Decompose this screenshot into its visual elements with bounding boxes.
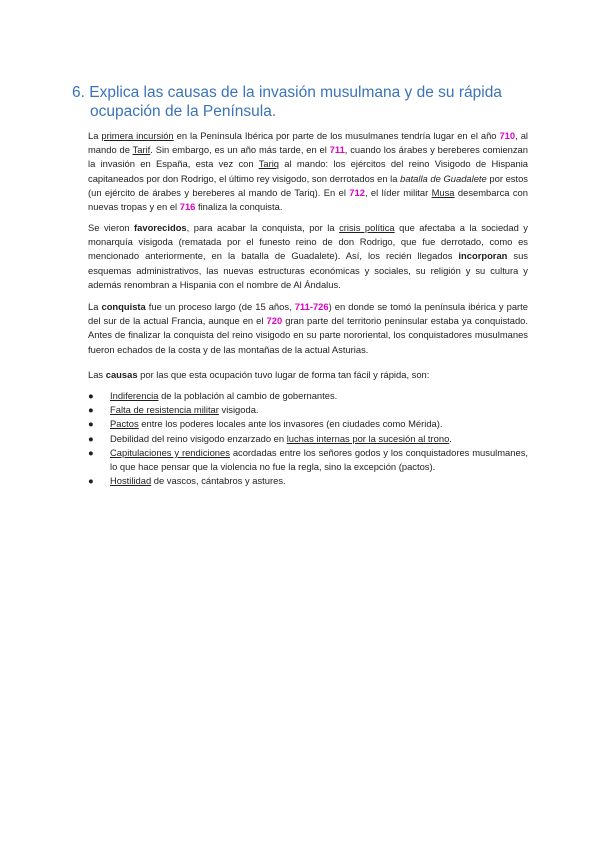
p1-year-712: 712 [349,186,365,198]
list-item-text: . [449,432,452,444]
list-item-underline: Indiferencia [110,390,159,401]
list-item [88,403,528,417]
list-item-underline: Capitulaciones y rendiciones [110,446,230,458]
list-item [88,474,528,488]
bullet-icon: ● [88,418,94,430]
p1-text: , el líder militar [364,186,432,198]
p3-year-720: 720 [266,315,283,327]
p1-text: finaliza la conquista. [195,201,283,213]
p2-text: sus esquemas administrativos, las nuevas estructuras económicas y sociales, su religión y su cultura y además renombran a Hispania con el nombre de Al Ándalus. [88,250,528,290]
paragraph-4 [88,368,528,382]
p1-text: en la Península Ibérica por parte de los musulmanes tendría lugar en el año [173,130,500,141]
p1-year-716: 716 [179,201,196,213]
p2-text: que afectaba a la sociedad y monarquía visigoda (rematada por el funesto reino de don Rodrigo, que fue derrotado, como es mencionado anteriormente, en la batalla de Guadalete). Así, los recién llegados [88,222,528,262]
p1-underline-tarif: Tarif [132,144,151,156]
p3-text: fue un proceso largo (de 15 años, [145,301,295,312]
bullet-icon: ● [88,475,94,487]
title-line-1: 6. Explica las causas de la invasión musulmana y de su rápida [72,84,502,101]
p3-years-711-726: 711-726 [294,301,329,312]
bullet-icon: ● [88,390,94,401]
list-item-underline: Falta de resistencia militar [110,404,219,416]
p1-text: La [88,130,102,141]
p1-underline-tariq: Tariq [258,158,280,170]
list-item-underline: Pactos [110,418,139,430]
list-item-underline: Hostilidad [110,475,152,487]
bullet-icon: ● [88,432,94,444]
p1-text: , al mando de [88,130,528,156]
paragraph-2 [88,221,528,292]
causes-list [88,389,528,488]
p3-text: ) en donde se tomó la península ibérica y parte del sur de la actual Francia, aunque en el [88,301,528,327]
p1-year-710: 710 [499,130,516,141]
p1-text: , cuando los árabes y bereberes comienzan la invasión en España, esta vez con [88,144,528,170]
p4-text: por las que esta ocupación tuvo lugar de forma tan fácil y rápida, son: [137,369,430,380]
paragraph-3 [88,300,528,357]
p1-underline-musa: Musa [431,186,455,198]
title-line-2: ocupación de la Península. [90,103,277,120]
list-item [88,446,528,474]
p1-text: . Sin embargo, es un año más tarde, en el [150,144,330,156]
p1-text: por estos (un ejército de árabes y bereberes al mando de Tariq). En el [88,172,528,198]
list-item-text: acordadas entre los señores godos y los conquistadores musulmanes, lo que hace pensar que la violencia no fue la regla, sino la excepción (pactos). [110,446,528,473]
p2-bold-incorporan: incorporan [458,250,508,262]
paragraph-1 [88,129,528,214]
p1-underline-primera-incursion: primera incursión [101,130,174,141]
p1-italic-batalla: batalla de Guadalete [400,172,487,184]
p3-text: gran parte del territorio peninsular estaba ya conquistado. Antes de finalizar la conquista del reino visigodo en su parte nororiental, los conquistadores musulmanes fueron echados de la costa y de las montañas de la actual Asturias. [88,315,528,355]
list-item-underline: luchas internas por la sucesión al trono [286,432,450,444]
list-item [88,417,528,431]
p1-year-711: 711 [329,144,345,156]
p3-bold-conquista: conquista [101,301,146,312]
p4-bold-causas: causas [105,369,138,380]
bullet-icon: ● [88,404,94,416]
list-item [88,432,528,446]
p1-text: desembarca con nuevas tropas y en el [88,186,528,213]
list-item-text: visigoda. [218,404,259,416]
p2-text: , para acabar la conquista, por la [186,222,340,233]
p1-text: al mando: los ejércitos del reino Visigodo de Hispania capitaneados por don Rodrigo, el último rey visigodo, son derrotados en la [88,158,528,184]
list-item-text: de vascos, cántabros y astures. [151,475,286,487]
list-item-text: Debilidad del reino visigodo enzarzado en [110,432,287,444]
p3-text: La [88,301,102,312]
p2-text: Se vieron [88,222,135,233]
list-item-text: de la población al cambio de gobernantes. [158,390,338,401]
list-item-text: entre los poderes locales ante los invasores (en ciudades como Mérida). [138,418,443,430]
list-item [88,389,528,403]
question-title [72,83,542,121]
p2-underline-crisis: crisis política [339,222,395,233]
bullet-icon: ● [88,446,94,458]
p2-bold-favorecidos: favorecidos [134,222,187,233]
p4-text: Las [88,369,106,380]
